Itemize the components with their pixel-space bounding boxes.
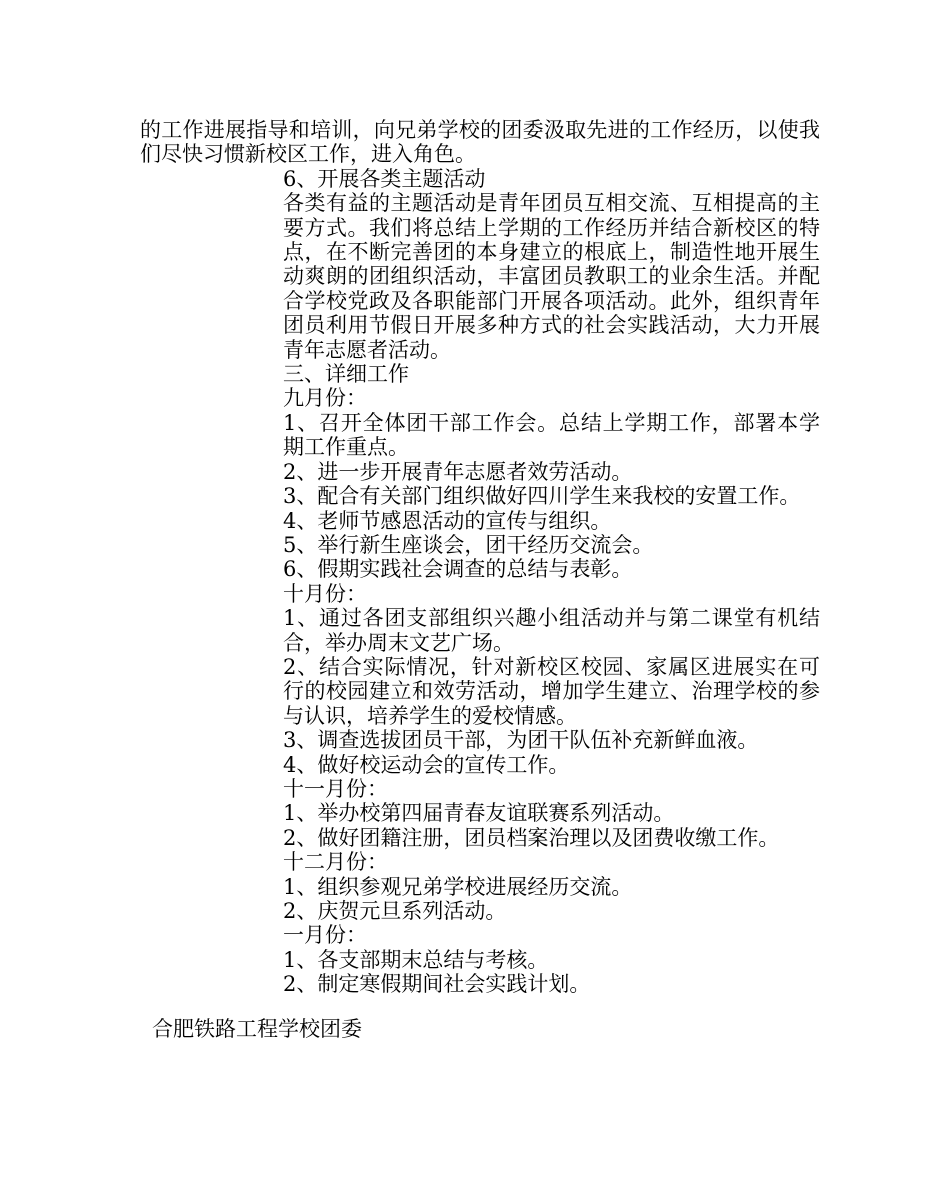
paragraph: 1、各支部期末总结与考核。 [283, 947, 549, 972]
paragraph: 十月份： [283, 581, 367, 606]
paragraph: 2、进一步开展青年志愿者效劳活动。 [283, 459, 633, 484]
paragraph: 4、做好校运动会的宣传工作。 [283, 752, 570, 777]
paragraph: 十二月份： [283, 850, 388, 875]
paragraph: 1、召开全体团干部工作会。总结上学期工作，部署本学期工作重点。 [283, 410, 820, 460]
paragraph: 2、做好团籍注册，团员档案治理以及团费收缴工作。 [283, 825, 780, 850]
paragraph: 九月份： [283, 386, 367, 411]
paragraph: 3、配合有关部门组织做好四川学生来我校的安置工作。 [283, 484, 801, 509]
paragraph: 的工作进展指导和培训，向兄弟学校的团委汲取先进的工作经历，以使我们尽快习惯新校区工作，进入角色。 [140, 118, 820, 167]
paragraph: 1、通过各团支部组织兴趣小组活动并与第二课堂有机结合，举办周末文艺广场。 [283, 606, 820, 655]
paragraph: 5、举行新生座谈会，团干经历交流会。 [283, 532, 654, 557]
paragraph: 三、详细工作 [283, 362, 409, 387]
signature: 合肥铁路工程学校团委 [152, 1017, 362, 1041]
paragraph: 3、调查选拔团员干部，为团干队伍补充新鲜血液。 [283, 728, 759, 753]
paragraph: 1、组织参观兄弟学校进展经历交流。 [283, 874, 633, 899]
document-body [140, 118, 820, 997]
paragraph: 十一月份： [283, 776, 388, 801]
paragraph: 4、老师节感恩活动的宣传与组织。 [283, 508, 612, 533]
paragraph: 一月份： [283, 923, 367, 948]
paragraph: 2、结合实际情况，针对新校区校园、家属区进展实在可行的校园建立和效劳活动，增加学生建立、治理学校的参与认识，培养学生的爱校情感。 [283, 654, 820, 728]
paragraph: 1、举办校第四届青春友谊联赛系列活动。 [283, 801, 675, 826]
paragraph: 2、庆贺元旦系列活动。 [283, 899, 507, 923]
paragraph: 各类有益的主题活动是青年团员互相交流、互相提高的主要方式。我们将总结上学期的工作经历并结合新校区的特点，在不断完善团的本身建立的根底上，制造性地开展生动爽朗的团组织活动，丰富团员教职工的业余生活。并配合学校党政及各职能部门开展各项活动。此外，组织青年团员利用节假日开展多种方式的社会实践活动，大力开展青年志愿者活动。 [283, 191, 820, 362]
paragraph: 6、假期实践社会调查的总结与表彰。 [283, 557, 633, 582]
paragraph: 6、开展各类主题活动 [283, 166, 486, 191]
paragraph: 2、制定寒假期间社会实践计划。 [283, 972, 591, 997]
